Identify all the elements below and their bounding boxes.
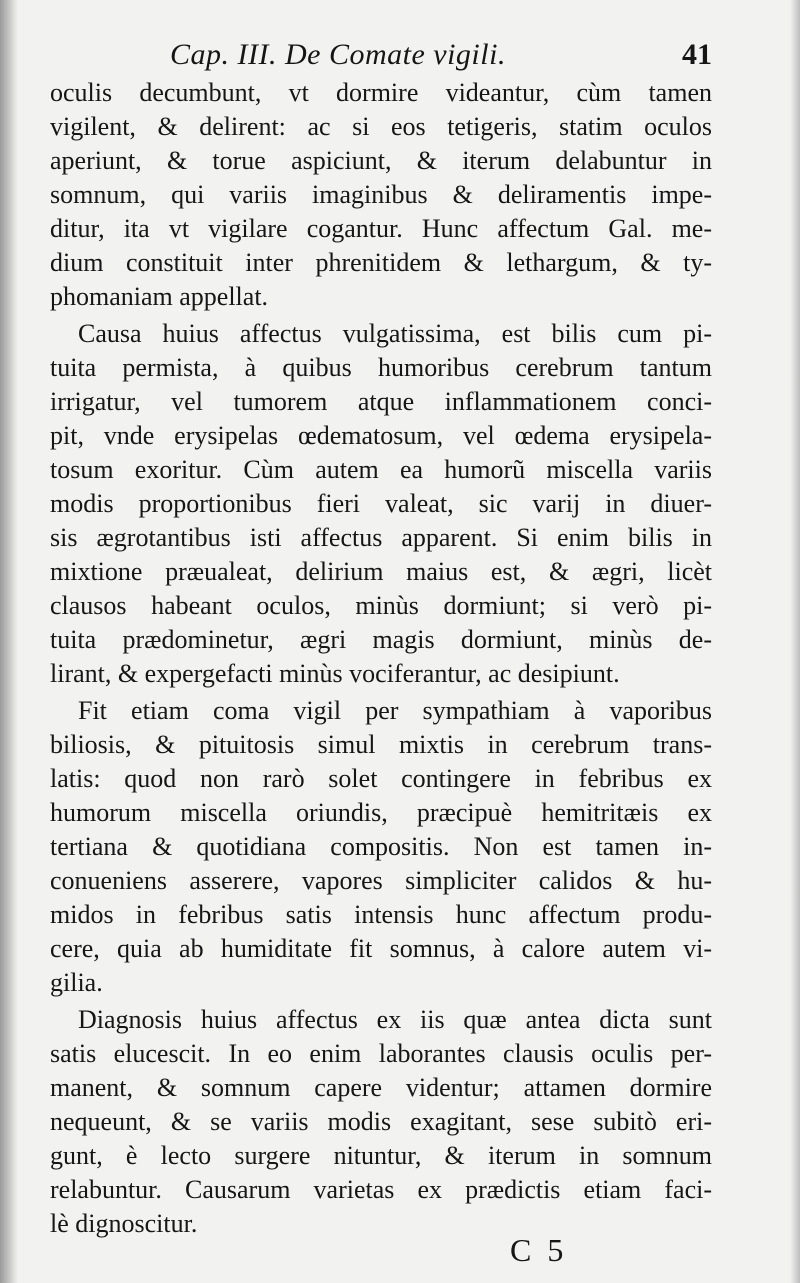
text-line: aperiunt, & torue aspiciunt, & iterum delabuntur in: [50, 146, 712, 175]
text-line: Diagnosis huius affectus ex iis quæ antea dicta sunt: [78, 1005, 712, 1034]
text-line: vigilent, & delirent: ac si eos tetigeris, statim oculos: [50, 112, 712, 141]
text-line: sis ægrotantibus isti affectus apparent. Si enim bilis in: [50, 523, 712, 552]
text-line: ditur, ita vt vigilare cogantur. Hunc affectum Gal. me-: [50, 214, 712, 243]
text-line: biliosis, & pituitosis simul mixtis in cerebrum trans-: [50, 730, 712, 759]
text-line: lirant, & expergefacti minùs vociferantur, ac desipiunt.: [50, 659, 620, 688]
signature-mark: C 5: [510, 1232, 568, 1268]
text-line: somnum, qui variis imaginibus & deliramentis impe-: [50, 180, 712, 209]
text-line: relabuntur. Causarum varietas ex prædictis etiam faci-: [50, 1175, 712, 1204]
text-line: humorum miscella oriundis, præcipuè hemitritæis ex: [50, 798, 712, 827]
text-line: Fit etiam coma vigil per sympathiam à vaporibus: [78, 696, 712, 725]
paragraph: [50, 694, 712, 1000]
text-line: phomaniam appellat.: [50, 282, 269, 311]
text-line: manent, & somnum capere videntur; attamen dormire: [50, 1073, 712, 1102]
text-line: Causa huius affectus vulgatissima, est bilis cum pi-: [78, 319, 712, 348]
paragraph: [50, 317, 712, 691]
text-line: cere, quia ab humiditate fit somnus, à calore autem vi-: [50, 934, 712, 963]
text-line: midos in febribus satis intensis hunc affectum produ-: [50, 900, 712, 929]
text-line: dium constituit inter phrenitidem & lethargum, & ty-: [50, 248, 712, 277]
text-line: lè dignoscitur.: [50, 1209, 198, 1238]
text-line: modis proportionibus fieri valeat, sic varij in diuer-: [50, 489, 712, 518]
text-line: irrigatur, vel tumorem atque inflammationem conci-: [50, 387, 712, 416]
text-line: tertiana & quotidiana compositis. Non est tamen in-: [50, 832, 712, 861]
text-line: clausos habeant oculos, minùs dormiunt; si verò pi-: [50, 591, 712, 620]
paragraph: [50, 76, 712, 314]
text-line: pit, vnde erysipelas œdematosum, vel œdema erysipela-: [50, 421, 712, 450]
text-line: tuita prædominetur, ægri magis dormiunt, minùs de-: [50, 625, 712, 654]
text-line: mixtione præualeat, delirium maius est, & ægri, licèt: [50, 557, 712, 586]
running-head: [50, 38, 710, 78]
paragraph: [50, 1003, 712, 1241]
main-text: [50, 76, 712, 1241]
text-line: satis elucescit. In eo enim laborantes clausis oculis per-: [50, 1039, 712, 1068]
text-line: tosum exoritur. Cùm autem ea humorũ miscella variis: [50, 455, 712, 484]
text-line: conueniens asserere, vapores simpliciter calidos & hu-: [50, 866, 712, 895]
text-line: oculis decumbunt, vt dormire videantur, cùm tamen: [50, 78, 712, 107]
running-title: Cap. III. De Comate vigili.: [170, 38, 506, 71]
text-line: latis: quod non rarò solet contingere in febribus ex: [50, 764, 712, 793]
text-line: gilia.: [50, 968, 103, 997]
text-line: gunt, è lecto surgere nituntur, & iterum in somnum: [50, 1141, 712, 1170]
text-line: nequeunt, & se variis modis exagitant, sese subitò eri-: [50, 1107, 712, 1136]
page-number: 41: [682, 38, 712, 71]
text-line: tuita permista, à quibus humoribus cerebrum tantum: [50, 353, 712, 382]
